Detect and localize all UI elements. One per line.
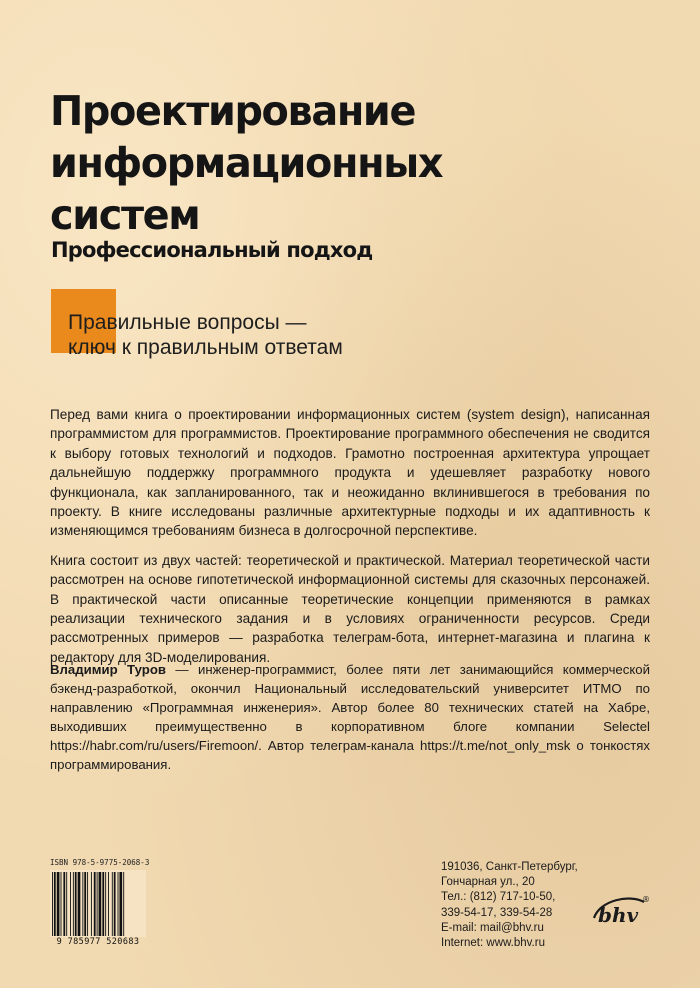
- book-title-line-1: Проектирование: [50, 87, 416, 135]
- address-line-4: 339-54-17, 339-54-28: [441, 906, 553, 919]
- barcode-bar: [119, 872, 122, 936]
- tagline: [68, 310, 343, 360]
- barcode-bar: [52, 872, 53, 936]
- barcode-bar: [112, 872, 113, 936]
- publisher-address: [441, 860, 578, 951]
- barcode-bar: [118, 872, 119, 936]
- barcode-bar: [73, 872, 74, 936]
- author-bio-text: — инженер-программист, более пяти лет занимающийся коммерческой бэкенд-разработкой, окончил Национальный исследовательский университет ИТМО по направлению «Программная инженерия». Автор более 80 технических статей на Хабре, выходивших преимущественно в корпоративном блоге компании Selectel https://habr.com/ru/users/Firemoon/. Автор телеграм-канала https://t.me/not_only_msk о тонкостях программирования.: [50, 662, 650, 772]
- registered-mark: ®: [642, 895, 650, 904]
- barcode-bar: [54, 872, 56, 936]
- description-paragraph-2: Книга состоит из двух частей: теоретической и практической. Материал теоретической части рассмотрен на основе гипотетической информационной системы для сказочных персонажей. В практической части описанные теоретические концепции применяются в рамках реализации технического задания и в условиях ограниченности ресурсов. Среди рассмотренных примеров — разработка телеграм-бота, интернет-магазина и плагина к редактору для 3D-моделирования.: [50, 552, 650, 665]
- barcode-bar: [66, 872, 67, 936]
- barcode-bar: [91, 872, 92, 936]
- barcode-bar: [94, 872, 96, 936]
- address-line-6: Internet: www.bhv.ru: [441, 937, 545, 950]
- barcode-bar: [97, 872, 98, 936]
- barcode-bar: [87, 872, 88, 936]
- barcode-bar: [75, 872, 77, 936]
- barcode-bar: [102, 872, 104, 936]
- barcode-bar: [114, 872, 116, 936]
- book-title-line-3: систем: [50, 191, 200, 239]
- barcode-bar: [57, 872, 60, 936]
- book-title: [50, 85, 632, 241]
- author-name: Владимир Туров: [50, 662, 166, 677]
- author-bio: [50, 660, 650, 774]
- barcode-bar: [63, 872, 65, 936]
- barcode-bar: [99, 872, 102, 936]
- barcode-bar: [78, 872, 81, 936]
- barcode-bar: [70, 872, 71, 936]
- bhv-logo-text: bhv: [598, 903, 639, 927]
- barcode: [50, 870, 146, 946]
- barcode-bar: [84, 872, 86, 936]
- description-paragraph-1: Перед вами книга о проектировании информационных систем (system design), написанная программистом для программистов. Проектирование программного обеспечения не сводится к выбору готовых технологий и подходов. Грамотно построенная архитектура упрощает дальнейшую поддержку программного продукта и удешевляет разработку нового функционала, как запланированного, так и неожиданно вклинившегося в требования по проекту. В книге исследованы различные архитектурные подходы и их адаптивность к изменяющимся требованиям бизнеса в долгосрочной перспективе.: [50, 407, 650, 539]
- address-line-2: Гончарная ул., 20: [441, 876, 535, 889]
- barcode-bar: [61, 872, 62, 936]
- bhv-logo: [590, 888, 652, 928]
- book-subtitle: Профессиональный подход: [51, 238, 373, 262]
- barcode-bar: [105, 872, 106, 936]
- isbn-label: ISBN 978-5-9775-2068-3: [50, 858, 150, 867]
- barcode-digits: 9 785977 520683: [48, 937, 148, 947]
- address-line-3: Тел.: (812) 717-10-50,: [441, 891, 556, 904]
- tagline-line-2: ключ к правильным ответам: [68, 336, 343, 359]
- address-line-1: 191036, Санкт-Петербург,: [441, 861, 578, 873]
- tagline-line-1: Правильные вопросы —: [68, 311, 307, 334]
- barcode-bar: [82, 872, 83, 936]
- barcode-bar: [108, 872, 109, 936]
- address-line-5: E-mail: mail@bhv.ru: [441, 921, 544, 934]
- book-title-line-2: информационных: [50, 139, 443, 187]
- barcode-bar: [123, 872, 124, 936]
- book-description: [50, 405, 650, 677]
